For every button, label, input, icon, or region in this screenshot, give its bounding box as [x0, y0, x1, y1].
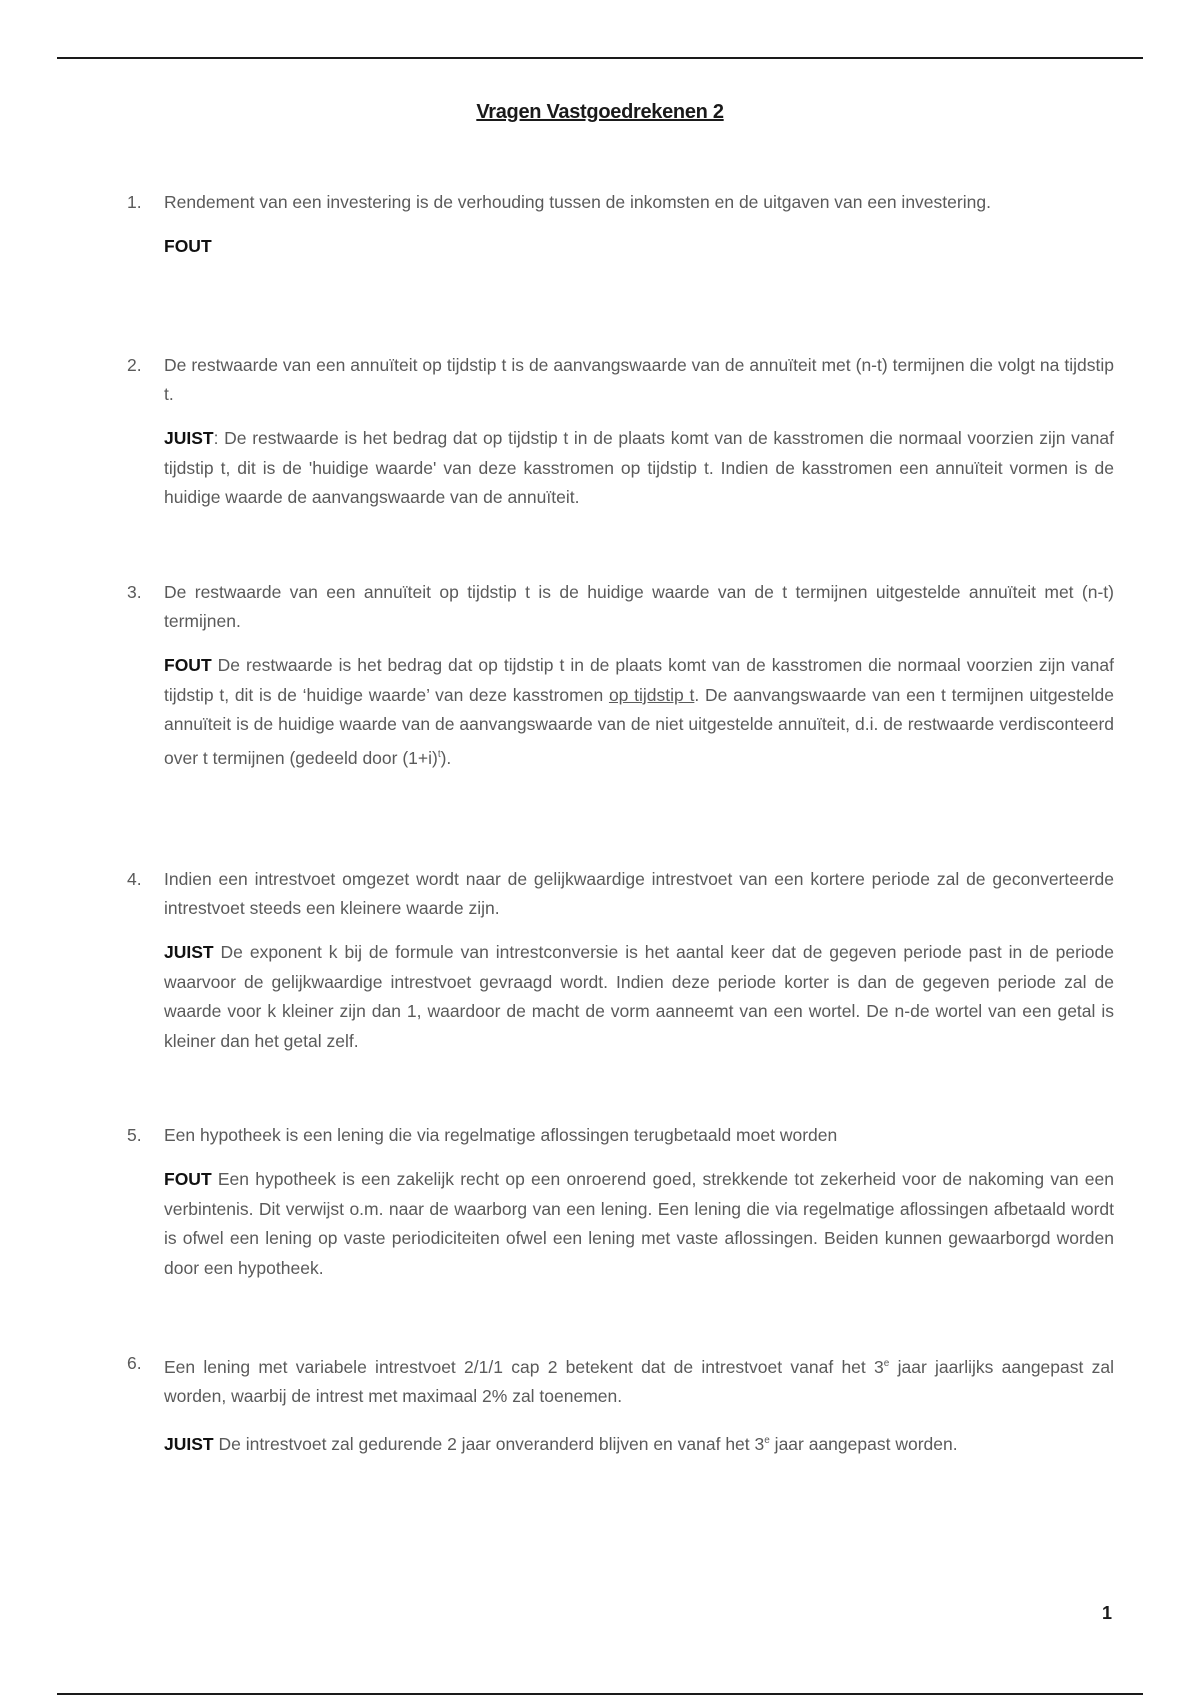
question-number: 3.: [127, 582, 142, 602]
question-statement: [164, 1349, 1114, 1411]
verdict-label: JUIST: [164, 942, 214, 962]
header-rule: [57, 57, 1143, 59]
document-title: Vragen Vastgoedrekenen 2: [476, 101, 724, 123]
question-statement: Indien een intrestvoet omgezet wordt naar de gelijkwaardige intrestvoet van een kortere periode zal de geconverteerde intrestvoet steeds een kleinere waarde zijn.: [164, 869, 1114, 918]
statement-part: Een lening met variabele intrestvoet 2/1/1 cap 2 betekent dat de intrestvoet vanaf het 3: [164, 1356, 884, 1377]
question-answer: [164, 938, 1114, 1056]
verdict-label: FOUT: [164, 236, 212, 256]
superscript-e: e: [764, 1434, 770, 1446]
verdict-label: JUIST: [164, 428, 214, 448]
question-answer: [164, 232, 1114, 262]
question-2: [0, 351, 1200, 578]
verdict-label: FOUT: [164, 1169, 212, 1189]
question-statement: De restwaarde van een annuïteit op tijdstip t is de aanvangswaarde van de annuïteit met (n-t) termijnen die volgt na tijdstip t.: [164, 355, 1114, 404]
question-statement: De restwaarde van een annuïteit op tijdstip t is de huidige waarde van de t termijnen uitgestelde annuïteit met (n-t) termijnen.: [164, 582, 1114, 631]
question-5: [0, 1121, 1200, 1349]
question-1: [0, 188, 1200, 351]
question-answer: [164, 1165, 1114, 1283]
superscript-t: t: [437, 748, 441, 760]
question-number: 4.: [127, 869, 142, 889]
verdict-label: JUIST: [164, 1433, 214, 1454]
question-6: [0, 1349, 1200, 1459]
question-list: [0, 188, 1200, 1459]
question-number: 2.: [127, 355, 142, 375]
question-statement: Een hypotheek is een lening die via regelmatige aflossingen terugbetaald moet worden: [164, 1125, 838, 1145]
superscript-e: e: [883, 1358, 890, 1369]
footer-rule: [57, 1693, 1143, 1695]
question-answer: [164, 424, 1114, 513]
question-number: 5.: [127, 1125, 142, 1145]
answer-explanation: : De restwaarde is het bedrag dat op tijdstip t in de plaats komt van de kasstromen die normaal voorzien zijn vanaf tijdstip t, dit is de 'huidige waarde' van deze kasstromen op tijdstip t. Indien de kasstromen een annuïteit vormen is de huidige waarde de aanvangswaarde van de annuïteit.: [164, 428, 1114, 507]
page-number: 1: [1102, 1603, 1113, 1623]
question-number: 6.: [127, 1353, 142, 1373]
answer-explanation-end: ).: [440, 747, 452, 768]
answer-explanation: De exponent k bij de formule van intrestconversie is het aantal keer dat de gegeven periode past in de periode waarvoor de gelijkwaardige intrestvoet gevraagd wordt. Indien deze periode korter is dan de gegeven periode zal de waarde voor k kleiner zijn dan 1, waardoor de macht de vorm aanneemt van een wortel. De n-de wortel van een getal is kleiner dan het getal zelf.: [164, 942, 1114, 1051]
answer-explanation-continued: . De aanvangswaarde van een t termijnen uitgestelde annuïteit is de huidige waarde van de aanvangswaarde van de niet uitgestelde annuïteit, d.i. de restwaarde verdisconteerd over t termijnen (gedeeld door (1+i): [164, 684, 1114, 768]
statement-part-continued: jaar jaarlijks aangepast zal worden, waarbij de intrest met maximaal 2% zal toenemen.: [164, 1356, 1114, 1406]
answer-explanation: De intrestvoet zal gedurende 2 jaar onveranderd blijven en vanaf het 3: [213, 1433, 765, 1454]
answer-explanation: Een hypotheek is een zakelijk recht op een onroerend goed, strekkende tot zekerheid voor de nakoming van een verbintenis. Dit verwijst o.m. naar de waarborg van een lening. Een lening die via regelmatige aflossingen afbetaald wordt is ofwel een lening op vaste periodiciteiten ofwel een lening met vaste aflossingen. Beiden kunnen gewaarborgd worden door een hypotheek.: [164, 1169, 1114, 1278]
answer-explanation: De restwaarde is het bedrag dat op tijdstip t in de plaats komt van de kasstromen die normaal voorzien zijn vanaf tijdstip t, dit is de ‘huidige waarde’ van deze kasstromen: [164, 655, 1114, 705]
underlined-phrase: op tijdstip t: [608, 684, 695, 705]
question-4: [0, 865, 1200, 1121]
question-3: [0, 578, 1200, 865]
question-statement: Rendement van een investering is de verhouding tussen de inkomsten en de uitgaven van een investering.: [164, 192, 991, 212]
question-number: 1.: [127, 192, 142, 212]
answer-explanation-continued: jaar aangepast worden.: [769, 1433, 958, 1454]
verdict-label: FOUT: [164, 655, 212, 675]
question-answer: [164, 1426, 1114, 1459]
question-answer: [164, 651, 1114, 773]
